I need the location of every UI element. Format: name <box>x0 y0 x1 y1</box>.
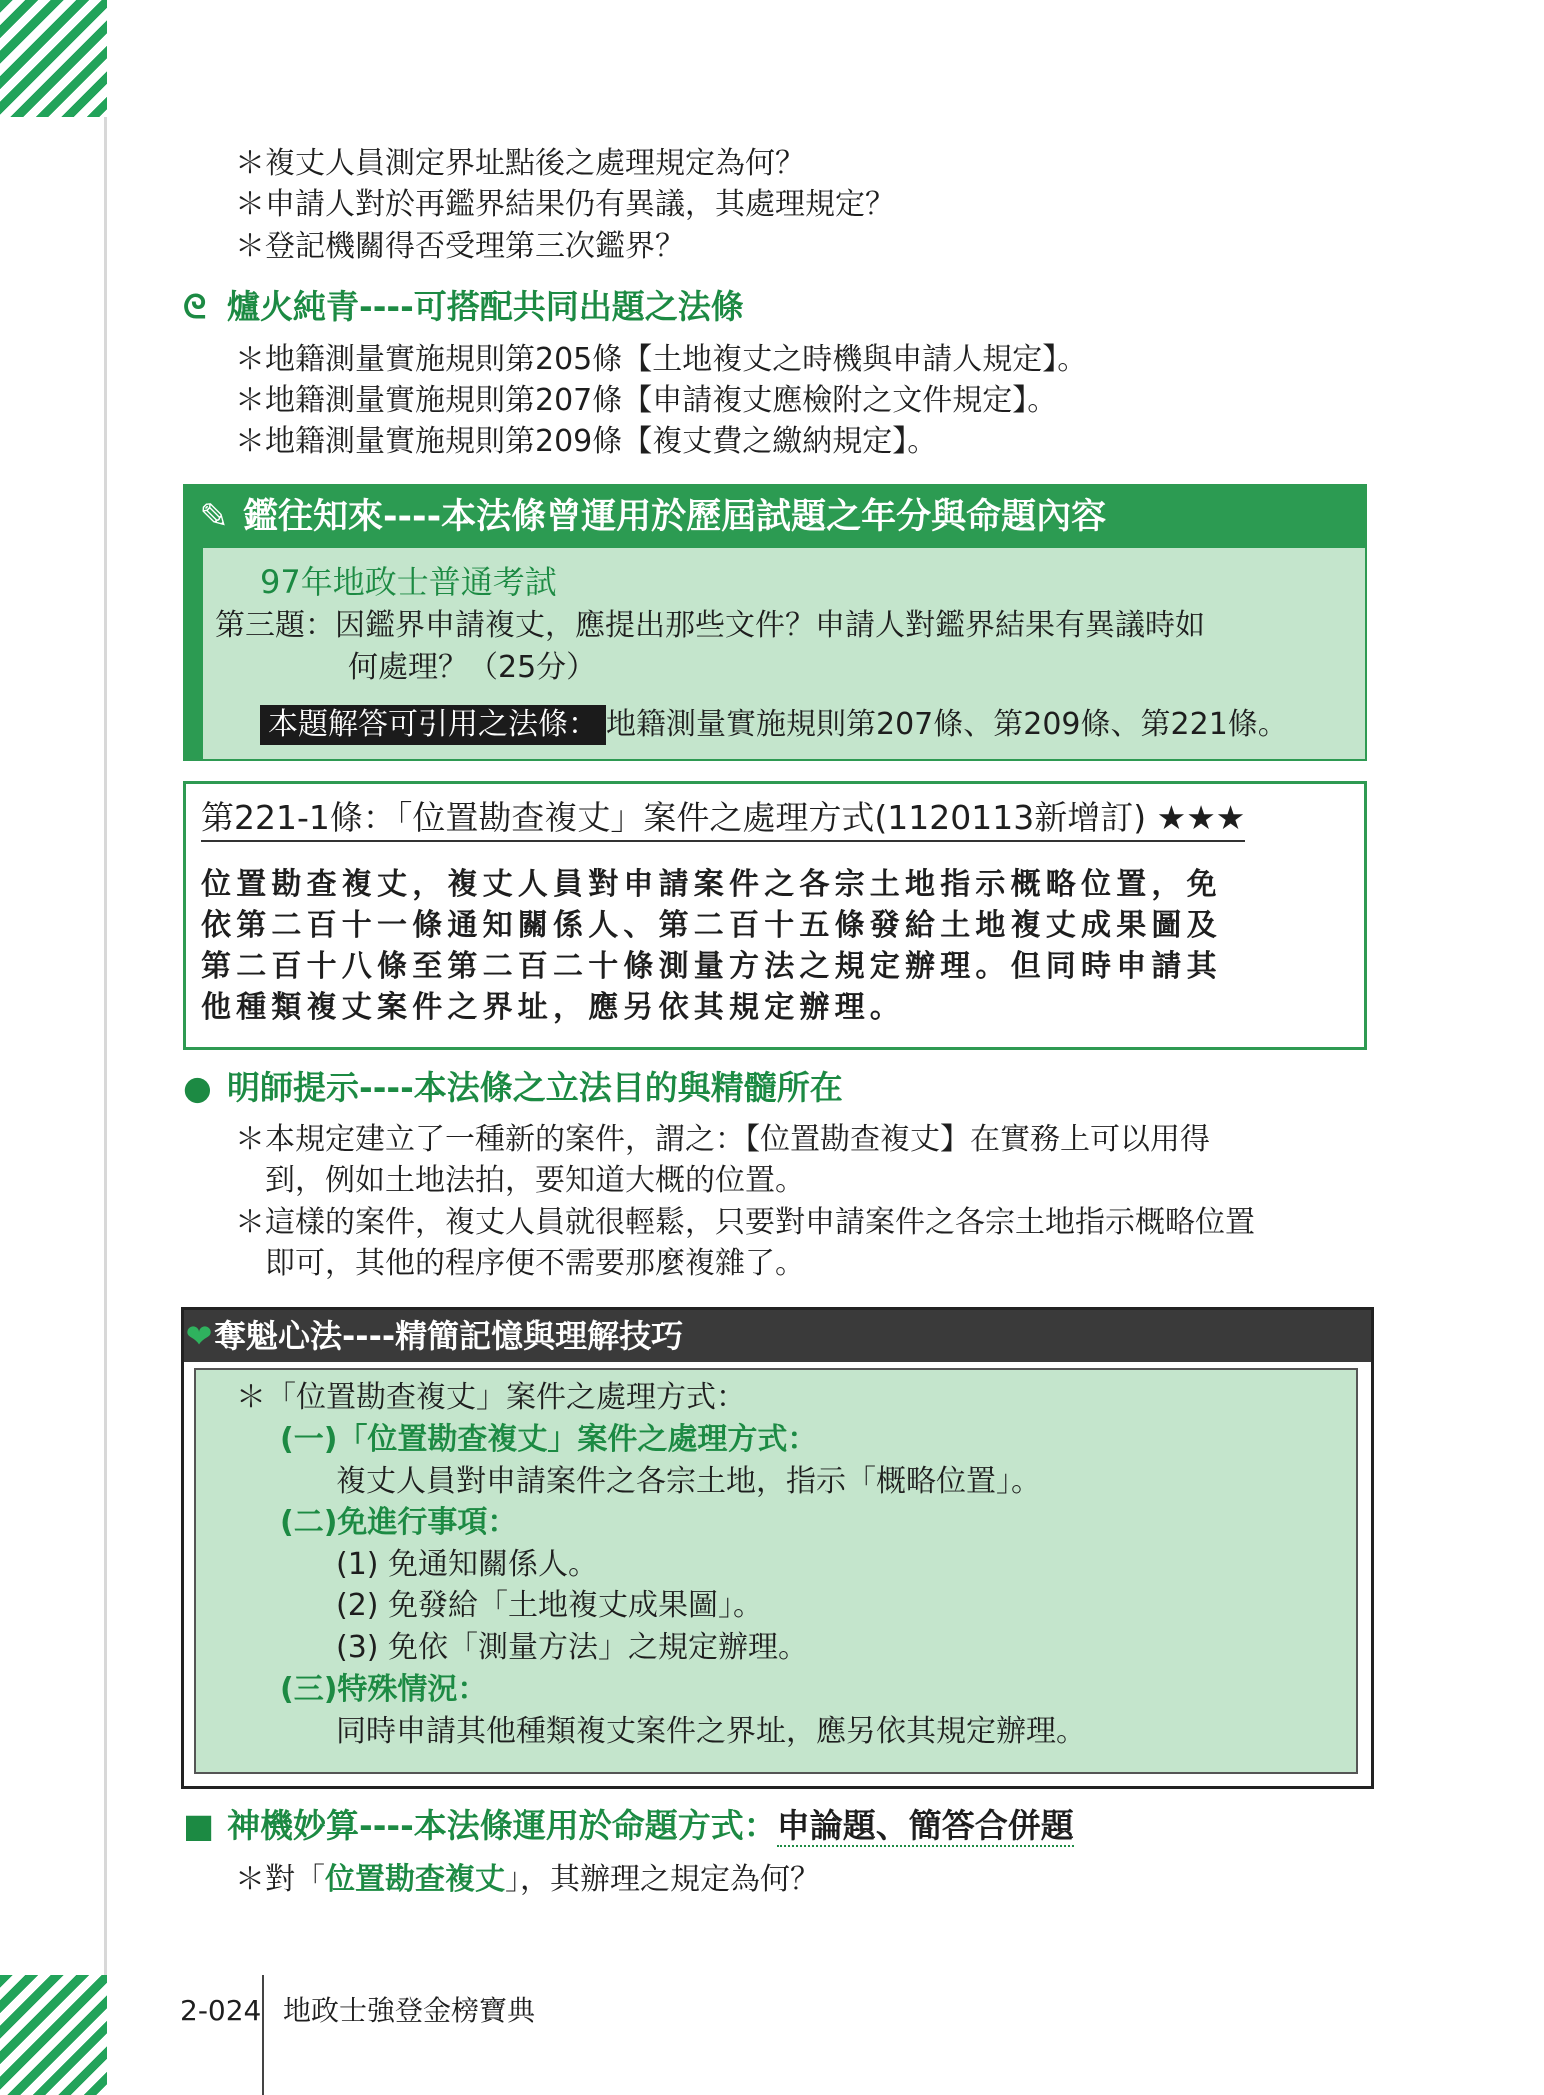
memory-sub2-item: (3) 免依「測量方法」之規定辦理。 <box>336 1630 809 1665</box>
intro-question: ＊申請人對於再鑑界結果仍有異議，其處理規定？ <box>235 187 895 222</box>
book-title: 地政士強登金榜寶典 <box>283 1994 536 2027</box>
spiral-icon: ᘓ <box>183 287 207 326</box>
article-title: 第221-1條：「位置勘查複丈」案件之處理方式(1120113新增訂) ★★★ <box>201 796 1245 842</box>
pen-icon: ✎ <box>199 497 229 537</box>
answer-label: 本題解答可引用之法條： <box>260 705 606 745</box>
tip-item: ＊這樣的案件，複丈人員就很輕鬆，只要對申請案件之各宗土地指示概略位置 <box>235 1205 1255 1240</box>
question-style-item: ＊對「位置勘查複丈」，其辦理之規定為何？ <box>235 1862 820 1897</box>
memory-content <box>194 1368 1358 1774</box>
article-box <box>183 781 1367 1050</box>
answer-text: 地籍測量實施規則第207條、第209條、第221條。 <box>606 707 1288 742</box>
question-style-title: ■ 神機妙算----本法條運用於命題方式：申論題、簡答合併題 <box>183 1804 1074 1848</box>
exam-answer <box>260 705 1288 745</box>
past-exam-header: ✎ 鑑往知來----本法條曾運用於歷屆試題之年分與命題內容 <box>185 486 1365 548</box>
page-number: 2-024 <box>180 1994 262 2027</box>
question-style-emph: 申論題、簡答合併題 <box>776 1806 1074 1845</box>
section-laws-title: ᘓ 爐火純青----可搭配共同出題之法條 <box>183 285 744 329</box>
exam-question-line1: 第三題：因鑑界申請複丈，應提出那些文件？申請人對鑑界結果有異議時如 <box>215 608 1205 643</box>
memory-heading: ＊「位置勘查複丈」案件之處理方式： <box>236 1380 746 1415</box>
article-line: 他種類複丈案件之界址，應另依其規定辦理。 <box>201 990 905 1025</box>
corner-stripe-bottom <box>0 1975 107 2095</box>
article-body <box>201 864 1351 1028</box>
square-bullet-icon: ■ <box>183 1806 215 1845</box>
memory-sub2-item: (2) 免發給「土地複丈成果圖」。 <box>336 1588 764 1623</box>
intro-question: ＊登記機關得否受理第三次鑑界？ <box>235 229 685 264</box>
rating-stars: ★★★ <box>1156 798 1246 837</box>
past-exam-side-bar <box>185 548 203 759</box>
exam-question-line2: 何處理？（25分） <box>348 650 597 685</box>
exam-name: 97年地政士普通考試 <box>260 563 557 601</box>
memory-sub1-text: 複丈人員對申請案件之各宗土地，指示「概略位置」。 <box>336 1464 1041 1499</box>
side-margin-line <box>104 117 107 1975</box>
memory-header: ❤奪魁心法----精簡記憶與理解技巧 <box>184 1310 1371 1362</box>
memory-box <box>181 1307 1374 1789</box>
teacher-tips-title: ● 明師提示----本法條之立法目的與精髓所在 <box>183 1066 843 1110</box>
past-exam-box <box>183 484 1367 761</box>
memory-sub2-title: (二)免進行事項： <box>280 1505 518 1540</box>
footer-divider <box>262 1975 264 2095</box>
law-item: ＊地籍測量實施規則第207條【申請複丈應檢附之文件規定】。 <box>235 383 1058 418</box>
heart-icon: ❤ <box>185 1317 213 1355</box>
corner-stripe-top <box>0 0 107 117</box>
law-item: ＊地籍測量實施規則第209條【複丈費之繳納規定】。 <box>235 424 938 459</box>
tip-item-cont: 到，例如土地法拍，要知道大概的位置。 <box>265 1163 805 1198</box>
memory-sub1-title: (一)「位置勘查複丈」案件之處理方式： <box>280 1422 818 1457</box>
intro-question: ＊複丈人員測定界址點後之處理規定為何？ <box>235 146 805 181</box>
article-line: 第二百十八條至第二百二十條測量方法之規定辦理。但同時申請其 <box>201 949 1222 984</box>
law-item: ＊地籍測量實施規則第205條【土地複丈之時機與申請人規定】。 <box>235 342 1088 377</box>
tip-item: ＊本規定建立了一種新的案件，謂之：【位置勘查複丈】在實務上可以用得 <box>235 1122 1210 1157</box>
article-line: 位置勘查複丈，複丈人員對申請案件之各宗土地指示概略位置，免 <box>201 867 1222 902</box>
tip-item-cont: 即可，其他的程序便不需要那麼複雜了。 <box>265 1246 805 1281</box>
memory-sub3-text: 同時申請其他種類複丈案件之界址，應另依其規定辦理。 <box>336 1714 1086 1749</box>
memory-sub3-title: (三)特殊情況： <box>280 1672 488 1707</box>
article-line: 依第二百十一條通知關係人、第二百十五條發給土地複丈成果圖及 <box>201 908 1222 943</box>
memory-sub2-item: (1) 免通知關係人。 <box>336 1547 599 1582</box>
circle-bullet-icon: ● <box>183 1068 212 1107</box>
